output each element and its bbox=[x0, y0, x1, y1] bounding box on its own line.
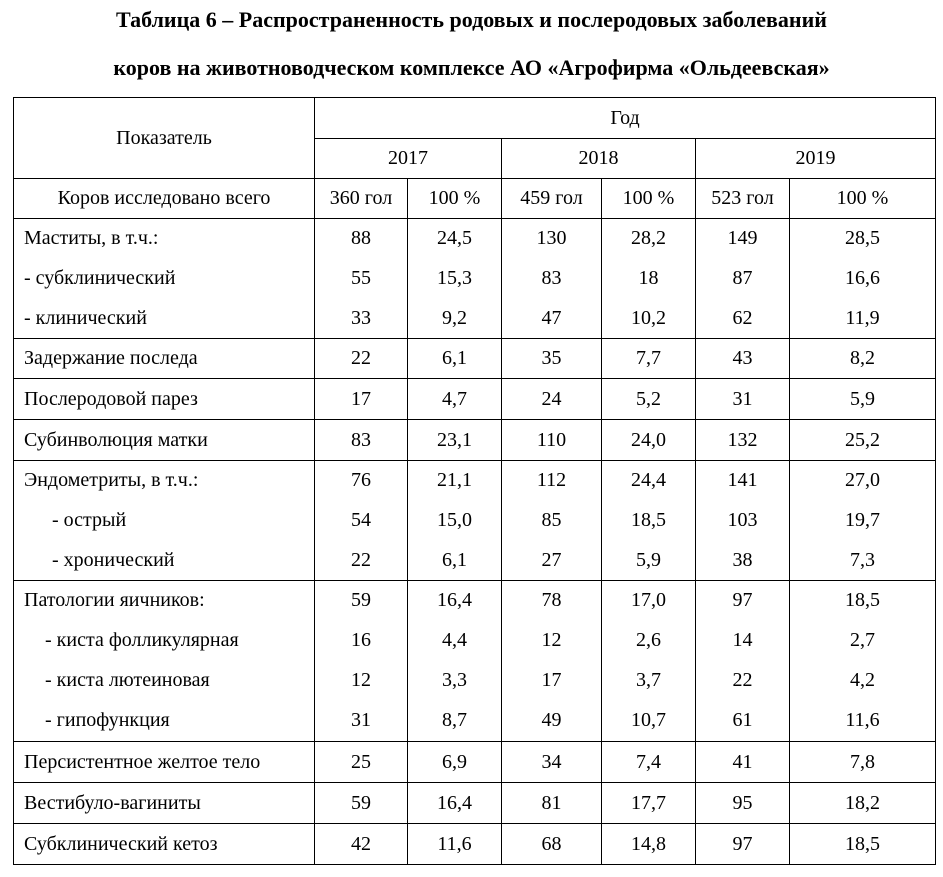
cell-2017-percent: 6,1 bbox=[408, 541, 502, 581]
cell-2018-count: 112 bbox=[502, 461, 602, 501]
cell-2019-percent: 8,2 bbox=[790, 339, 936, 379]
cell-2017-percent: 9,2 bbox=[408, 299, 502, 339]
cell-2019-percent: 18,2 bbox=[790, 783, 936, 824]
cell-2018-count: 68 bbox=[502, 824, 602, 865]
table-row bbox=[14, 501, 936, 541]
cell-2019-percent: 7,8 bbox=[790, 742, 936, 783]
cell-2018-percent: 3,7 bbox=[602, 661, 696, 701]
table-row bbox=[14, 299, 936, 339]
cell-2018-count: 83 bbox=[502, 259, 602, 299]
cell-2018-percent: 7,4 bbox=[602, 742, 696, 783]
cell-2018-count: 24 bbox=[502, 379, 602, 420]
cell-2019-count: 43 bbox=[696, 339, 790, 379]
row-label: - киста фолликулярная bbox=[14, 621, 315, 661]
cell-2019-count: 95 bbox=[696, 783, 790, 824]
cell-2019-percent: 27,0 bbox=[790, 461, 936, 501]
cell-2018-percent: 10,2 bbox=[602, 299, 696, 339]
examined-count-2017: 360 гол bbox=[315, 179, 408, 219]
cell-2017-percent: 24,5 bbox=[408, 219, 502, 259]
table-row bbox=[14, 701, 936, 742]
row-label: Субклинический кетоз bbox=[14, 824, 315, 865]
cell-2018-percent: 17,7 bbox=[602, 783, 696, 824]
cell-2018-percent: 24,4 bbox=[602, 461, 696, 501]
cell-2019-count: 41 bbox=[696, 742, 790, 783]
cell-2019-count: 97 bbox=[696, 824, 790, 865]
cell-2017-count: 88 bbox=[315, 219, 408, 259]
cell-2017-count: 31 bbox=[315, 701, 408, 742]
header-year-2017: 2017 bbox=[315, 139, 502, 179]
cell-2019-count: 22 bbox=[696, 661, 790, 701]
cell-2018-count: 17 bbox=[502, 661, 602, 701]
examined-percent-2017: 100 % bbox=[408, 179, 502, 219]
cell-2018-count: 81 bbox=[502, 783, 602, 824]
cell-2017-percent: 4,7 bbox=[408, 379, 502, 420]
row-label: - субклинический bbox=[14, 259, 315, 299]
cell-2017-percent: 23,1 bbox=[408, 420, 502, 461]
table-row bbox=[14, 420, 936, 461]
table-row bbox=[14, 581, 936, 621]
cell-2019-percent: 16,6 bbox=[790, 259, 936, 299]
cell-2019-count: 97 bbox=[696, 581, 790, 621]
row-label: Послеродовой парез bbox=[14, 379, 315, 420]
cell-2019-count: 87 bbox=[696, 259, 790, 299]
header-indicator: Показатель bbox=[14, 98, 315, 179]
cell-2019-percent: 11,9 bbox=[790, 299, 936, 339]
cell-2019-percent: 18,5 bbox=[790, 581, 936, 621]
cell-2019-count: 14 bbox=[696, 621, 790, 661]
table-row bbox=[14, 541, 936, 581]
cell-2019-percent: 5,9 bbox=[790, 379, 936, 420]
cell-2017-count: 22 bbox=[315, 339, 408, 379]
header-year-2019: 2019 bbox=[696, 139, 936, 179]
disease-prevalence-table bbox=[13, 97, 936, 865]
cell-2017-percent: 4,4 bbox=[408, 621, 502, 661]
cell-2017-count: 59 bbox=[315, 783, 408, 824]
header-year-2018: 2018 bbox=[502, 139, 696, 179]
cell-2017-count: 16 bbox=[315, 621, 408, 661]
cell-2018-count: 78 bbox=[502, 581, 602, 621]
cell-2019-count: 62 bbox=[696, 299, 790, 339]
table-row bbox=[14, 259, 936, 299]
cell-2017-count: 33 bbox=[315, 299, 408, 339]
header-row-year bbox=[14, 98, 936, 139]
cell-2019-count: 141 bbox=[696, 461, 790, 501]
cell-2017-percent: 16,4 bbox=[408, 783, 502, 824]
cell-2018-percent: 5,9 bbox=[602, 541, 696, 581]
row-label: Патологии яичников: bbox=[14, 581, 315, 621]
cell-2017-percent: 15,3 bbox=[408, 259, 502, 299]
cell-2018-percent: 7,7 bbox=[602, 339, 696, 379]
cell-2019-count: 132 bbox=[696, 420, 790, 461]
cell-2017-count: 55 bbox=[315, 259, 408, 299]
examined-label: Коров исследовано всего bbox=[14, 179, 315, 219]
row-label: - хронический bbox=[14, 541, 315, 581]
cell-2019-percent: 4,2 bbox=[790, 661, 936, 701]
table-row bbox=[14, 621, 936, 661]
cell-2019-percent: 11,6 bbox=[790, 701, 936, 742]
header-year-group: Год bbox=[315, 98, 936, 139]
cell-2018-count: 47 bbox=[502, 299, 602, 339]
cell-2019-percent: 25,2 bbox=[790, 420, 936, 461]
cell-2018-count: 27 bbox=[502, 541, 602, 581]
cell-2019-count: 103 bbox=[696, 501, 790, 541]
table-row bbox=[14, 461, 936, 501]
cell-2017-count: 17 bbox=[315, 379, 408, 420]
cell-2018-percent: 5,2 bbox=[602, 379, 696, 420]
examined-percent-2019: 100 % bbox=[790, 179, 936, 219]
cell-2017-percent: 15,0 bbox=[408, 501, 502, 541]
header-row-examined bbox=[14, 179, 936, 219]
table-row bbox=[14, 379, 936, 420]
cell-2017-count: 22 bbox=[315, 541, 408, 581]
cell-2018-percent: 28,2 bbox=[602, 219, 696, 259]
caption-line-1: Таблица 6 – Распространенность родовых и послеродовых заболеваний bbox=[116, 7, 827, 32]
examined-percent-2018: 100 % bbox=[602, 179, 696, 219]
cell-2018-count: 12 bbox=[502, 621, 602, 661]
cell-2018-count: 110 bbox=[502, 420, 602, 461]
cell-2019-percent: 18,5 bbox=[790, 824, 936, 865]
cell-2017-percent: 16,4 bbox=[408, 581, 502, 621]
table-row bbox=[14, 783, 936, 824]
row-label: - острый bbox=[14, 501, 315, 541]
cell-2019-percent: 2,7 bbox=[790, 621, 936, 661]
cell-2018-percent: 18,5 bbox=[602, 501, 696, 541]
row-label: - киста лютеиновая bbox=[14, 661, 315, 701]
cell-2017-count: 54 bbox=[315, 501, 408, 541]
cell-2018-count: 130 bbox=[502, 219, 602, 259]
cell-2018-count: 85 bbox=[502, 501, 602, 541]
cell-2017-percent: 6,1 bbox=[408, 339, 502, 379]
cell-2018-percent: 10,7 bbox=[602, 701, 696, 742]
cell-2019-count: 38 bbox=[696, 541, 790, 581]
cell-2018-percent: 17,0 bbox=[602, 581, 696, 621]
cell-2017-percent: 11,6 bbox=[408, 824, 502, 865]
row-label: Задержание последа bbox=[14, 339, 315, 379]
cell-2018-percent: 24,0 bbox=[602, 420, 696, 461]
table-row bbox=[14, 219, 936, 259]
row-label: Маститы, в т.ч.: bbox=[14, 219, 315, 259]
cell-2017-percent: 21,1 bbox=[408, 461, 502, 501]
cell-2017-percent: 8,7 bbox=[408, 701, 502, 742]
table-row bbox=[14, 824, 936, 865]
examined-count-2019: 523 гол bbox=[696, 179, 790, 219]
cell-2018-percent: 14,8 bbox=[602, 824, 696, 865]
row-label: - клинический bbox=[14, 299, 315, 339]
row-label: Субинволюция матки bbox=[14, 420, 315, 461]
cell-2018-count: 49 bbox=[502, 701, 602, 742]
cell-2017-count: 59 bbox=[315, 581, 408, 621]
row-label: - гипофункция bbox=[14, 701, 315, 742]
cell-2017-count: 83 bbox=[315, 420, 408, 461]
caption-line-2: коров на животноводческом комплексе АО «Агрофирма «Ольдеевская» bbox=[113, 55, 830, 80]
row-label: Персистентное желтое тело bbox=[14, 742, 315, 783]
cell-2019-count: 61 bbox=[696, 701, 790, 742]
examined-count-2018: 459 гол bbox=[502, 179, 602, 219]
row-label: Эндометриты, в т.ч.: bbox=[14, 461, 315, 501]
table-row bbox=[14, 661, 936, 701]
cell-2018-count: 35 bbox=[502, 339, 602, 379]
table-row bbox=[14, 339, 936, 379]
cell-2017-percent: 3,3 bbox=[408, 661, 502, 701]
table-row bbox=[14, 742, 936, 783]
cell-2017-count: 12 bbox=[315, 661, 408, 701]
cell-2018-percent: 18 bbox=[602, 259, 696, 299]
cell-2019-percent: 19,7 bbox=[790, 501, 936, 541]
cell-2019-percent: 28,5 bbox=[790, 219, 936, 259]
cell-2017-percent: 6,9 bbox=[408, 742, 502, 783]
row-label: Вестибуло-вагиниты bbox=[14, 783, 315, 824]
cell-2017-count: 25 bbox=[315, 742, 408, 783]
cell-2017-count: 42 bbox=[315, 824, 408, 865]
cell-2018-count: 34 bbox=[502, 742, 602, 783]
cell-2019-count: 31 bbox=[696, 379, 790, 420]
cell-2019-percent: 7,3 bbox=[790, 541, 936, 581]
cell-2017-count: 76 bbox=[315, 461, 408, 501]
cell-2019-count: 149 bbox=[696, 219, 790, 259]
cell-2018-percent: 2,6 bbox=[602, 621, 696, 661]
